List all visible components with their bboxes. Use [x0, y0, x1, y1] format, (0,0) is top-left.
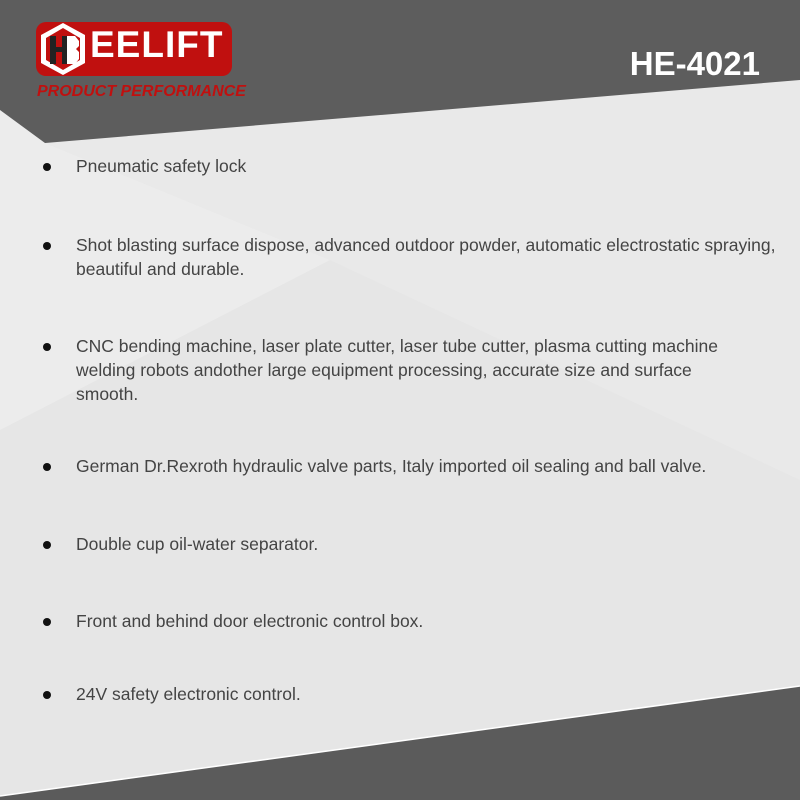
- feature-text: Double cup oil-water separator.: [76, 534, 319, 554]
- feature-item: [76, 682, 796, 706]
- brand-name: EELIFT: [90, 24, 224, 65]
- bullet-icon: [43, 541, 51, 549]
- feature-text: German Dr.Rexroth hydraulic valve parts, Italy imported oil sealing and ball valve.: [76, 456, 707, 476]
- bullet-icon: [43, 343, 51, 351]
- feature-text: Pneumatic safety lock: [76, 156, 247, 176]
- feature-text: CNC bending machine, laser plate cutter, laser tube cutter, plasma cutting machine welding robots andother large equipment processing, accurate size and surface smooth.: [76, 336, 719, 404]
- feature-item: [76, 532, 796, 556]
- bullet-icon: [43, 691, 51, 699]
- feature-text: 24V safety electronic control.: [76, 684, 301, 704]
- feature-item: [76, 154, 796, 178]
- bullet-icon: [43, 163, 51, 171]
- feature-item: [76, 334, 736, 406]
- feature-text: Shot blasting surface dispose, advanced outdoor powder, automatic electrostatic spraying, beautiful and durable.: [76, 235, 776, 279]
- feature-item: [76, 454, 796, 478]
- feature-text: Front and behind door electronic control box.: [76, 611, 424, 631]
- bullet-icon: [43, 618, 51, 626]
- bullet-icon: [43, 242, 51, 250]
- bullet-icon: [43, 463, 51, 471]
- model-number: HE-4021: [629, 45, 760, 82]
- feature-item: [76, 609, 796, 633]
- section-title: PRODUCT PERFORMANCE: [37, 83, 246, 100]
- feature-item: [76, 233, 776, 281]
- brand-logo-icon: [38, 21, 88, 77]
